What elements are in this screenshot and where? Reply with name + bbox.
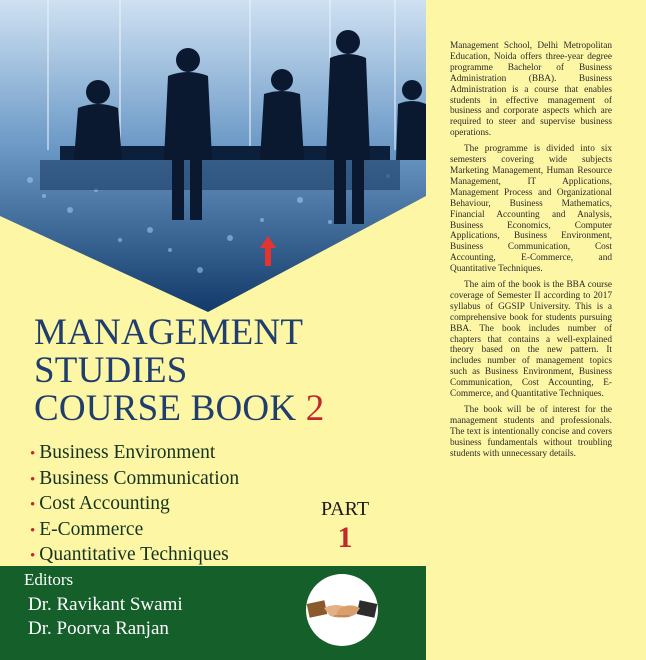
topic-label: Quantitative Techniques <box>39 544 229 565</box>
part-number: 1 <box>337 521 353 554</box>
bullet-icon: • <box>30 446 36 462</box>
blurb-paragraph: The book will be of interest for the management students and professionals. The text is intentionally concise and covers business fundamentals without troubling students with unnecessary details. <box>450 405 612 459</box>
topic-list <box>30 441 239 569</box>
topic-item <box>30 441 239 467</box>
blurb-paragraph: Management School, Delhi Metropolitan Education, Noida offers three-year degree programme Bachelor of Business Administration (BBA). Business Administration is a course that enables students in effective management of business and corporate aspects which are required to steer and supervise business operations. <box>450 41 612 139</box>
handshake-icon <box>306 574 378 646</box>
editor-name: Dr. Ravikant Swami <box>28 594 183 615</box>
back-cover-blurb <box>450 41 612 465</box>
bullet-icon: • <box>30 522 36 539</box>
title-line-2: STUDIES <box>34 350 188 391</box>
topic-label: Business Environment <box>39 442 216 463</box>
topic-item <box>30 492 239 518</box>
title-line-3-text: COURSE BOOK <box>34 388 297 429</box>
blurb-paragraph: The aim of the book is the BBA course coverage of Semester II according to 2017 syllabus of GGSIP University. This is a comprehensive book for students pursuing BBA. The book includes number of chapters that contains a well-explained theory based on the new pattern. It includes number of management topics such as Business Environment, Business Communication, Cost Accounting, E-Commerce, and Quantitative Techniques. <box>450 280 612 400</box>
topic-label: Business Communication <box>39 467 240 489</box>
topic-item <box>30 543 239 569</box>
title-line-1: MANAGEMENT <box>34 312 304 353</box>
title-line-3 <box>34 390 324 428</box>
volume-number: 2 <box>305 388 325 429</box>
back-cover <box>426 0 646 660</box>
topic-label: Cost Accounting <box>39 493 170 514</box>
part-label: PART <box>320 498 370 520</box>
bullet-icon: • <box>30 548 36 564</box>
editor-name: Dr. Poorva Ranjan <box>28 618 169 639</box>
blurb-paragraph: The programme is divided into six semesters covering wide subjects Marketing Management, Human Resource Management, IT Applications, Management Process and Organizational Behaviour, Business Mathematics, Financial Accounting and Analysis, Business Economics, Computer Applications, Business Environment, Business Communication, Cost Accounting, E-Commerce, and Quantitative Techniques. <box>450 144 612 275</box>
editors-label: Editors <box>24 570 74 589</box>
business-meeting-photo <box>0 0 426 312</box>
bullet-icon: • <box>30 471 36 488</box>
topic-label: E-Commerce <box>39 518 144 540</box>
topic-item <box>30 518 239 544</box>
book-title <box>34 314 324 428</box>
bullet-icon: • <box>30 497 36 513</box>
topic-item <box>30 467 239 493</box>
